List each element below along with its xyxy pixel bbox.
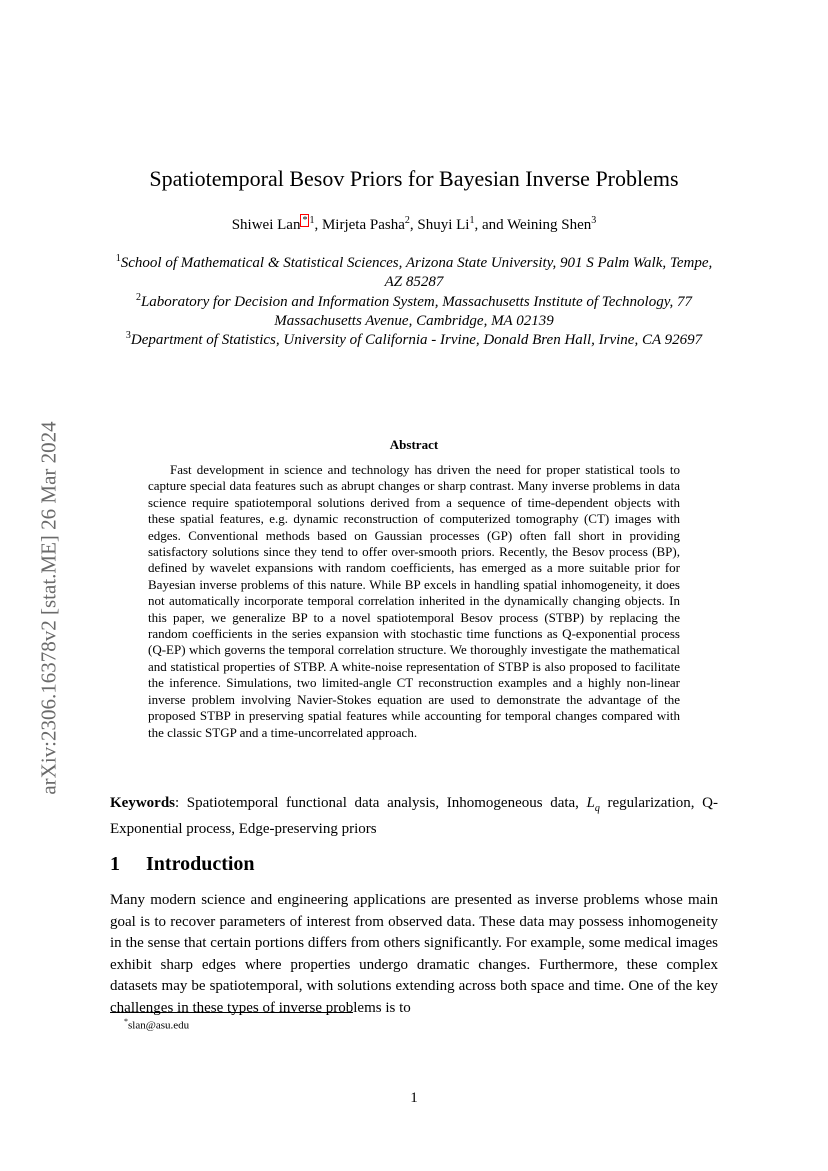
- affiliation-2: [108, 288, 720, 331]
- author-name: Shuyi Li: [417, 217, 470, 233]
- affiliation-ref: 1: [309, 215, 315, 226]
- author-name: Weining Shen: [507, 217, 592, 233]
- author-marks: [591, 215, 596, 226]
- affiliation-text: Department of Statistics, University of California - Irvine, Donald Bren Hall, Irvine, CA 92697: [130, 332, 703, 348]
- footnote: [124, 1017, 189, 1032]
- author-separator: ,: [409, 217, 418, 233]
- abstract-body: Fast development in science and technology has driven the need for proper statistical tools to capture special data features such as abrupt changes or sharp contrast. Many inverse problems in data science require spatiotemporal solutions derived from a sequence of time-dependent objects with these spatial features, e.g. dynamic reconstruction of computerized tomography (CT) images with edges. Conventional methods based on Gaussian processes (GP) often fall short in providing satisfactory solutions since they tend to offer over-smooth priors. Recently, the Besov process (BP), defined by wavelet expansions with random coefficients, has emerged as a more suitable prior for Bayesian inverse problems of this nature. While BP excels in handling spatial inhomogeneity, it does not automatically incorporate temporal correlation inherited in the dynamically changing objects. In this paper, we generalize BP to a novel spatiotemporal Besov process (STBP) by replacing the random coefficients in the series expansion with stochastic time functions as Q-exponential process (Q-EP) which governs the temporal correlation structure. We thoroughly investigate the mathematical and statistical properties of STBP. A white-noise representation of STBP is also proposed to facilitate the inference. Simulations, two limited-angle CT reconstruction examples and a highly non-linear inverse problem involving Navier-Stokes equation are used to demonstrate the advantage of the proposed STBP in preserving spatial features while accounting for temporal changes compared with the classic STGP and a time-uncorrelated approach.: [148, 462, 680, 740]
- footnote-mark: *: [124, 1017, 128, 1026]
- author-name: Shiwei Lan: [231, 217, 301, 233]
- affiliation-mark: 3: [125, 330, 131, 341]
- page-number: 1: [410, 1090, 418, 1106]
- author-marks: [300, 214, 314, 227]
- affiliation-3: [108, 326, 720, 350]
- keywords-label: Keywords: [110, 795, 175, 811]
- affiliation-mark: 1: [115, 253, 121, 264]
- affiliation-ref: 2: [404, 215, 410, 226]
- author-name: Mirjeta Pasha: [321, 217, 405, 233]
- affiliation-1: [108, 249, 720, 292]
- affiliation-mark: 2: [135, 292, 141, 303]
- footnote-email-link[interactable]: slan@asu.edu: [128, 1019, 190, 1032]
- lq-math: L: [586, 795, 595, 811]
- section-heading-introduction: [110, 853, 255, 876]
- abstract-heading: Abstract: [389, 437, 439, 452]
- keywords: [110, 793, 718, 839]
- arxiv-identifier-stamp: arXiv:2306.16378v2 [stat.ME] 26 Mar 2024: [36, 421, 61, 795]
- affiliation-text: School of Mathematical & Statistical Sciences, Arizona State University, 901 S Palm Walk, Tempe, AZ 85287: [120, 255, 713, 290]
- footnote-rule: [110, 1012, 353, 1013]
- keywords-text-after: regularization, Q-Exponential process, Edge-preserving priors: [110, 795, 718, 837]
- affiliation-ref: 1: [469, 215, 475, 226]
- keywords-text-before: : Spatiotemporal functional data analysis, Inhomogeneous data,: [175, 795, 587, 811]
- footnote-link[interactable]: *: [302, 215, 308, 226]
- lq-math-sub: q: [594, 803, 600, 814]
- introduction-paragraph: Many modern science and engineering applications are presented as inverse problems whose main goal is to recover parameters of interest from observed data. These data may possess inhomogeneity in the sense that certain portions differs from others significantly. For example, some medical images exhibit sharp edges where properties undergo dramatic changes. Furthermore, these complex datasets may be spatiotemporal, with solutions extending across both space and time. One of the key challenges in these types of inverse problems is to: [110, 892, 718, 1016]
- paper-title: Spatiotemporal Besov Priors for Bayesian Inverse Problems: [149, 166, 679, 191]
- author-separator: , and: [474, 217, 508, 233]
- author-list: [0, 215, 828, 234]
- author-separator: ,: [314, 217, 322, 233]
- section-number: 1: [110, 853, 120, 875]
- affiliation-ref: 3: [591, 215, 597, 226]
- section-title: Introduction: [146, 853, 255, 875]
- affiliation-text: Laboratory for Decision and Information System, Massachusetts Institute of Technology, 77 Massachusetts Avenue, Cambridge, MA 02139: [140, 294, 693, 329]
